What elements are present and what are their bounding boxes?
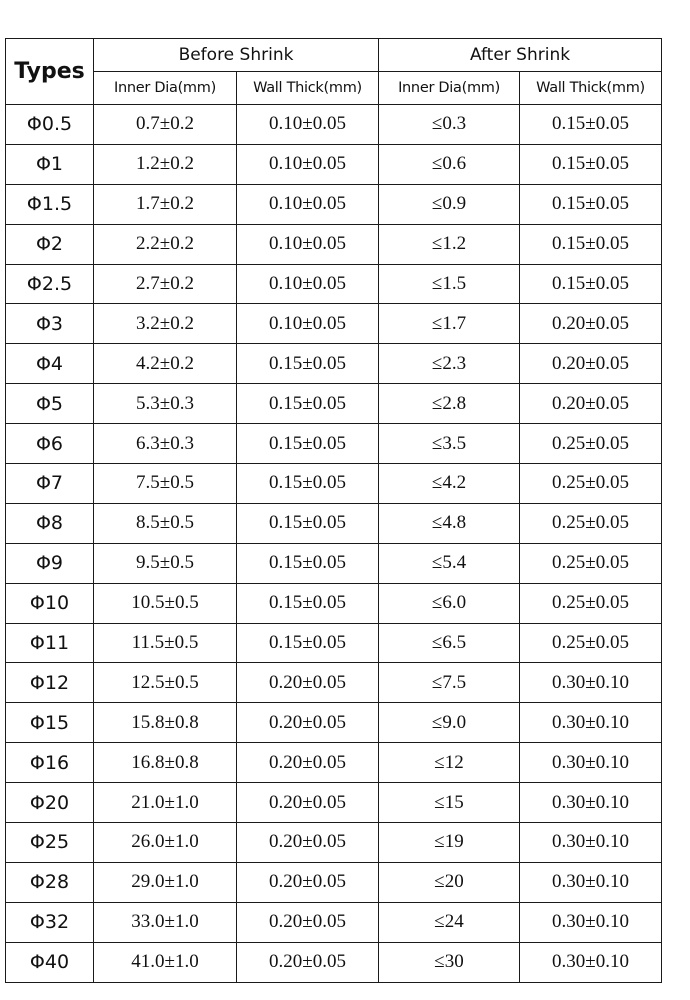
type-cell: Φ1.5 xyxy=(6,184,94,224)
after-inner-dia-cell: ≤19 xyxy=(379,823,520,863)
before-inner-dia-cell: 1.7±0.2 xyxy=(94,184,237,224)
after-wall-thick-header: Wall Thick(mm) xyxy=(520,72,662,105)
before-wall-thick-cell: 0.20±0.05 xyxy=(237,743,379,783)
before-inner-dia-cell: 26.0±1.0 xyxy=(94,823,237,863)
type-cell: Φ12 xyxy=(6,663,94,703)
after-wall-thick-cell: 0.25±0.05 xyxy=(520,543,662,583)
after-inner-dia-cell: ≤30 xyxy=(379,942,520,982)
types-header: Types xyxy=(6,39,94,105)
table-row xyxy=(6,543,662,583)
table-header xyxy=(6,39,662,105)
type-cell: Φ15 xyxy=(6,703,94,743)
table-row xyxy=(6,503,662,543)
after-inner-dia-cell: ≤0.3 xyxy=(379,105,520,145)
type-cell: Φ6 xyxy=(6,424,94,464)
after-wall-thick-cell: 0.25±0.05 xyxy=(520,583,662,623)
type-cell: Φ9 xyxy=(6,543,94,583)
spec-table xyxy=(5,38,662,983)
after-wall-thick-cell: 0.30±0.10 xyxy=(520,862,662,902)
before-inner-dia-cell: 6.3±0.3 xyxy=(94,424,237,464)
type-cell: Φ10 xyxy=(6,583,94,623)
before-inner-dia-cell: 12.5±0.5 xyxy=(94,663,237,703)
after-wall-thick-cell: 0.15±0.05 xyxy=(520,144,662,184)
after-wall-thick-cell: 0.30±0.10 xyxy=(520,902,662,942)
after-inner-dia-cell: ≤5.4 xyxy=(379,543,520,583)
table-row xyxy=(6,862,662,902)
before-wall-thick-cell: 0.15±0.05 xyxy=(237,623,379,663)
after-inner-dia-cell: ≤2.3 xyxy=(379,344,520,384)
after-wall-thick-cell: 0.30±0.10 xyxy=(520,942,662,982)
header-group-row xyxy=(6,39,662,72)
after-wall-thick-cell: 0.15±0.05 xyxy=(520,224,662,264)
after-wall-thick-cell: 0.30±0.10 xyxy=(520,663,662,703)
before-inner-dia-cell: 8.5±0.5 xyxy=(94,503,237,543)
table-row xyxy=(6,942,662,982)
before-wall-thick-cell: 0.20±0.05 xyxy=(237,902,379,942)
type-cell: Φ5 xyxy=(6,384,94,424)
before-wall-thick-cell: 0.20±0.05 xyxy=(237,862,379,902)
type-cell: Φ1 xyxy=(6,144,94,184)
before-inner-dia-cell: 2.7±0.2 xyxy=(94,264,237,304)
type-cell: Φ25 xyxy=(6,823,94,863)
before-wall-thick-cell: 0.20±0.05 xyxy=(237,783,379,823)
table-row xyxy=(6,902,662,942)
after-wall-thick-cell: 0.15±0.05 xyxy=(520,184,662,224)
table-row xyxy=(6,743,662,783)
type-cell: Φ4 xyxy=(6,344,94,384)
before-wall-thick-cell: 0.20±0.05 xyxy=(237,663,379,703)
before-wall-thick-cell: 0.15±0.05 xyxy=(237,384,379,424)
before-wall-thick-cell: 0.10±0.05 xyxy=(237,304,379,344)
before-wall-thick-cell: 0.15±0.05 xyxy=(237,464,379,504)
after-inner-dia-cell: ≤4.8 xyxy=(379,503,520,543)
before-inner-dia-cell: 3.2±0.2 xyxy=(94,304,237,344)
after-inner-dia-cell: ≤1.7 xyxy=(379,304,520,344)
after-wall-thick-cell: 0.20±0.05 xyxy=(520,344,662,384)
after-inner-dia-cell: ≤1.2 xyxy=(379,224,520,264)
after-inner-dia-cell: ≤15 xyxy=(379,783,520,823)
before-inner-dia-cell: 9.5±0.5 xyxy=(94,543,237,583)
before-wall-thick-cell: 0.10±0.05 xyxy=(237,184,379,224)
after-inner-dia-cell: ≤6.5 xyxy=(379,623,520,663)
before-inner-dia-cell: 29.0±1.0 xyxy=(94,862,237,902)
after-wall-thick-cell: 0.20±0.05 xyxy=(520,304,662,344)
after-wall-thick-cell: 0.25±0.05 xyxy=(520,503,662,543)
before-wall-thick-cell: 0.10±0.05 xyxy=(237,224,379,264)
type-cell: Φ0.5 xyxy=(6,105,94,145)
before-wall-thick-cell: 0.20±0.05 xyxy=(237,942,379,982)
after-wall-thick-cell: 0.30±0.10 xyxy=(520,783,662,823)
after-wall-thick-cell: 0.15±0.05 xyxy=(520,264,662,304)
before-inner-dia-cell: 15.8±0.8 xyxy=(94,703,237,743)
type-cell: Φ28 xyxy=(6,862,94,902)
after-wall-thick-cell: 0.25±0.05 xyxy=(520,464,662,504)
after-wall-thick-cell: 0.25±0.05 xyxy=(520,623,662,663)
before-inner-dia-cell: 41.0±1.0 xyxy=(94,942,237,982)
after-inner-dia-cell: ≤4.2 xyxy=(379,464,520,504)
after-inner-dia-header: Inner Dia(mm) xyxy=(379,72,520,105)
before-wall-thick-cell: 0.15±0.05 xyxy=(237,424,379,464)
before-wall-thick-cell: 0.10±0.05 xyxy=(237,264,379,304)
before-inner-dia-cell: 10.5±0.5 xyxy=(94,583,237,623)
table-row xyxy=(6,823,662,863)
before-inner-dia-cell: 4.2±0.2 xyxy=(94,344,237,384)
before-wall-thick-cell: 0.15±0.05 xyxy=(237,543,379,583)
after-inner-dia-cell: ≤24 xyxy=(379,902,520,942)
table-body xyxy=(6,105,662,983)
after-inner-dia-cell: ≤1.5 xyxy=(379,264,520,304)
type-cell: Φ7 xyxy=(6,464,94,504)
table-row xyxy=(6,344,662,384)
table-row xyxy=(6,384,662,424)
table-row xyxy=(6,144,662,184)
table-row xyxy=(6,264,662,304)
after-wall-thick-cell: 0.30±0.10 xyxy=(520,823,662,863)
table-row xyxy=(6,783,662,823)
after-inner-dia-cell: ≤2.8 xyxy=(379,384,520,424)
after-wall-thick-cell: 0.15±0.05 xyxy=(520,105,662,145)
after-inner-dia-cell: ≤7.5 xyxy=(379,663,520,703)
before-wall-thick-cell: 0.10±0.05 xyxy=(237,105,379,145)
after-wall-thick-cell: 0.20±0.05 xyxy=(520,384,662,424)
table-row xyxy=(6,424,662,464)
table-row xyxy=(6,663,662,703)
table-row xyxy=(6,703,662,743)
type-cell: Φ2 xyxy=(6,224,94,264)
before-inner-dia-header: Inner Dia(mm) xyxy=(94,72,237,105)
table-row xyxy=(6,184,662,224)
table-row xyxy=(6,623,662,663)
type-cell: Φ3 xyxy=(6,304,94,344)
after-inner-dia-cell: ≤6.0 xyxy=(379,583,520,623)
before-inner-dia-cell: 33.0±1.0 xyxy=(94,902,237,942)
type-cell: Φ11 xyxy=(6,623,94,663)
before-inner-dia-cell: 21.0±1.0 xyxy=(94,783,237,823)
after-wall-thick-cell: 0.30±0.10 xyxy=(520,743,662,783)
table-row xyxy=(6,105,662,145)
table-row xyxy=(6,464,662,504)
before-inner-dia-cell: 7.5±0.5 xyxy=(94,464,237,504)
after-inner-dia-cell: ≤12 xyxy=(379,743,520,783)
before-inner-dia-cell: 2.2±0.2 xyxy=(94,224,237,264)
type-cell: Φ8 xyxy=(6,503,94,543)
before-wall-thick-cell: 0.15±0.05 xyxy=(237,344,379,384)
table-row xyxy=(6,224,662,264)
table-row xyxy=(6,304,662,344)
after-wall-thick-cell: 0.25±0.05 xyxy=(520,424,662,464)
table-row xyxy=(6,583,662,623)
after-inner-dia-cell: ≤0.9 xyxy=(379,184,520,224)
before-wall-thick-header: Wall Thick(mm) xyxy=(237,72,379,105)
before-wall-thick-cell: 0.15±0.05 xyxy=(237,583,379,623)
before-inner-dia-cell: 5.3±0.3 xyxy=(94,384,237,424)
after-wall-thick-cell: 0.30±0.10 xyxy=(520,703,662,743)
type-cell: Φ2.5 xyxy=(6,264,94,304)
before-inner-dia-cell: 1.2±0.2 xyxy=(94,144,237,184)
header-sub-row xyxy=(6,72,662,105)
before-wall-thick-cell: 0.10±0.05 xyxy=(237,144,379,184)
after-inner-dia-cell: ≤0.6 xyxy=(379,144,520,184)
before-inner-dia-cell: 0.7±0.2 xyxy=(94,105,237,145)
type-cell: Φ32 xyxy=(6,902,94,942)
after-inner-dia-cell: ≤9.0 xyxy=(379,703,520,743)
type-cell: Φ20 xyxy=(6,783,94,823)
before-wall-thick-cell: 0.20±0.05 xyxy=(237,703,379,743)
after-inner-dia-cell: ≤20 xyxy=(379,862,520,902)
before-wall-thick-cell: 0.15±0.05 xyxy=(237,503,379,543)
type-cell: Φ40 xyxy=(6,942,94,982)
before-shrink-header: Before Shrink xyxy=(94,39,379,72)
before-inner-dia-cell: 11.5±0.5 xyxy=(94,623,237,663)
after-inner-dia-cell: ≤3.5 xyxy=(379,424,520,464)
before-inner-dia-cell: 16.8±0.8 xyxy=(94,743,237,783)
before-wall-thick-cell: 0.20±0.05 xyxy=(237,823,379,863)
after-shrink-header: After Shrink xyxy=(379,39,662,72)
type-cell: Φ16 xyxy=(6,743,94,783)
